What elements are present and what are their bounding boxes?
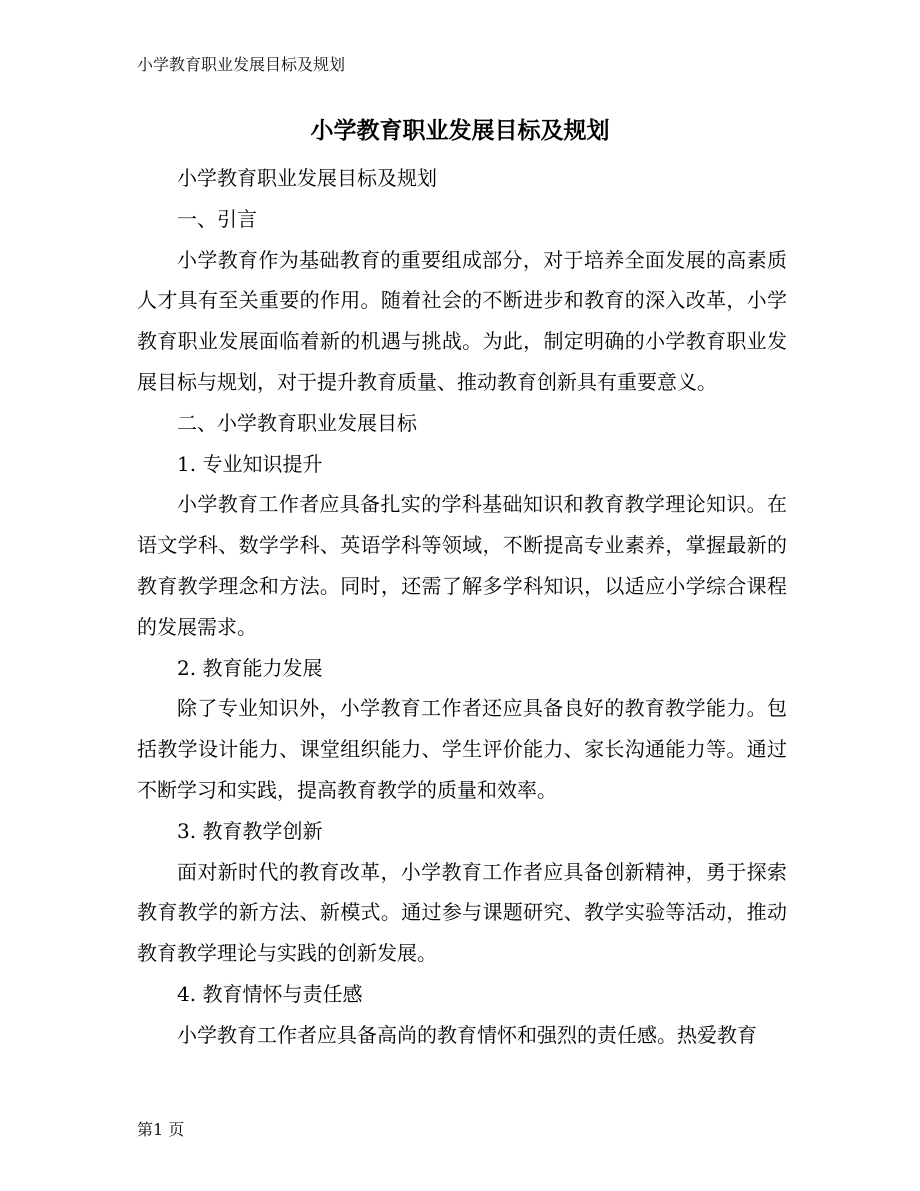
item-heading-responsibility: 4. 教育情怀与责任感 [177,981,363,1006]
paragraph-knowledge: 小学教育工作者应具备扎实的学科基础知识和教育教学理论知识。在语文学科、数学学科、英语学科等领域，不断提高专业素养，掌握最新的教育教学理念和方法。同时，还需了解多学科知识，以适应小学综合课程的发展需求。 [137,492,787,639]
item-heading-innovation: 3. 教育教学创新 [177,818,323,843]
paragraph-intro: 小学教育作为基础教育的重要组成部分，对于培养全面发展的高素质人才具有至关重要的作用。随着社会的不断进步和教育的深入改革，小学教育职业发展面临着新的机遇与挑战。为此，制定明确的小学教育职业发展目标与规划，对于提升教育质量、推动教育创新具有重要意义。 [137,247,787,394]
item-heading-knowledge: 1. 专业知识提升 [177,451,323,476]
document-body [137,158,787,1056]
paragraph-innovation: 面对新时代的教育改革，小学教育工作者应具备创新精神，勇于探索教育教学的新方法、新模式。通过参与课题研究、教学实验等活动，推动教育教学理论与实践的创新发展。 [137,859,787,966]
document-subtitle: 小学教育职业发展目标及规划 [177,166,437,190]
paragraph-ability: 除了专业知识外，小学教育工作者还应具备良好的教育教学能力。包括教学设计能力、课堂组织能力、学生评价能力、家长沟通能力等。通过不断学习和实践，提高教育教学的质量和效率。 [137,696,787,802]
section-heading-intro: 一、引言 [177,206,257,231]
paragraph-responsibility: 小学教育工作者应具备高尚的教育情怀和强烈的责任感。热爱教育 [177,1022,757,1047]
page-number: 第1 页 [137,1120,185,1139]
item-heading-ability: 2. 教育能力发展 [177,655,323,680]
running-header: 小学教育职业发展目标及规划 [137,55,346,74]
document-title: 小学教育职业发展目标及规划 [310,118,610,144]
section-heading-goals: 二、小学教育职业发展目标 [177,410,417,435]
